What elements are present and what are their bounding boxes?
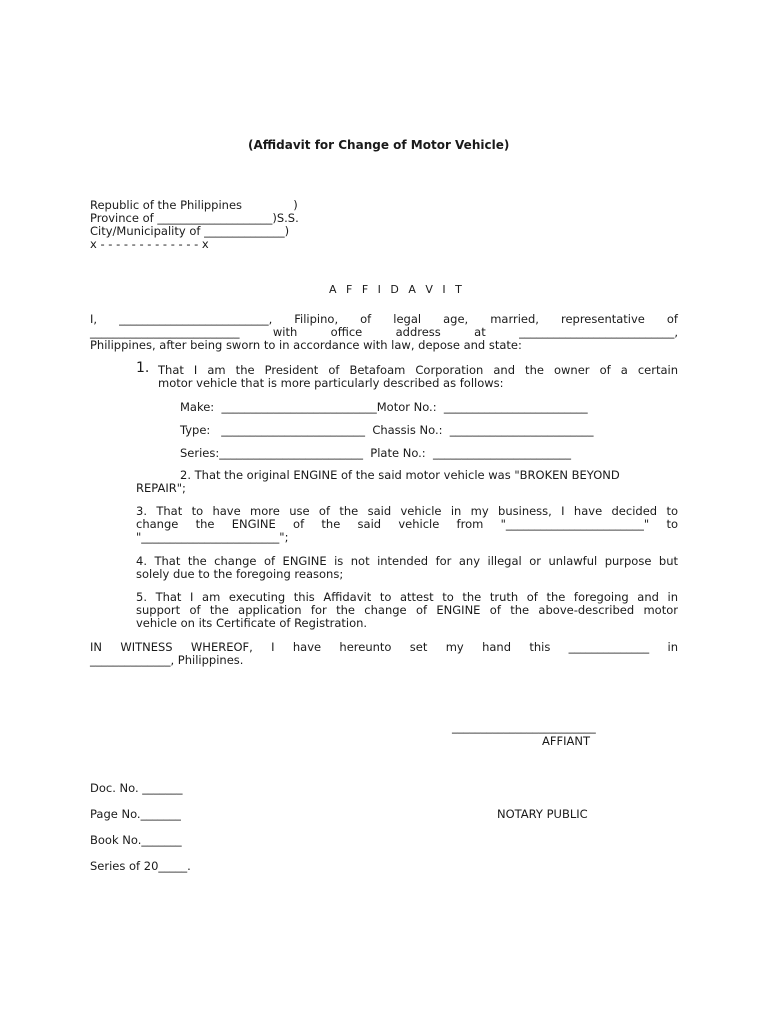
item-3-line-2: change the ENGINE of the said vehicle from "________________________" to: [136, 517, 678, 531]
series-of: Series of 20_____.: [90, 859, 191, 873]
item-2-line-1: 2. That the original ENGINE of the said motor vehicle was "BROKEN BEYOND: [180, 468, 620, 482]
notary-public-label: NOTARY PUBLIC: [497, 807, 588, 821]
doc-no: Doc. No. _______: [90, 781, 183, 795]
intro-line-3: Philippines, after being sworn to in accordance with law, depose and state:: [90, 338, 522, 352]
page-no: Page No._______: [90, 807, 181, 821]
intro-line-1: I, __________________________, Filipino, of legal age, married, representative of: [90, 312, 678, 326]
item-1-number: 1.: [136, 360, 150, 376]
item-4-line-1: 4. That the change of ENGINE is not intended for any illegal or unlawful purpose but: [136, 554, 678, 568]
vehicle-make-motor: Make: ___________________________Motor No.: _________________________: [180, 400, 588, 414]
item-2-line-2: REPAIR";: [136, 481, 186, 495]
affidavit-heading: A F F I D A V I T: [329, 283, 465, 296]
intro-line-2: __________________________ with office address at ___________________________,: [90, 325, 678, 339]
item-5-line-3: vehicle on its Certificate of Registration.: [136, 616, 368, 630]
item-1-line-2: motor vehicle that is more particularly described as follows:: [158, 376, 504, 390]
affiant-label: AFFIANT: [542, 734, 590, 748]
item-3-line-1: 3. That to have more use of the said vehicle in my business, I have decided to: [136, 504, 678, 518]
affiant-signature-line: _________________________: [452, 720, 596, 734]
venue-separator: x - - - - - - - - - - - - - x: [90, 237, 209, 251]
venue-city: City/Municipality of ______________): [90, 224, 290, 238]
witness-line-1: IN WITNESS WHEREOF, I have hereunto set my hand this ______________ in: [90, 640, 678, 654]
witness-line-2: ______________, Philippines.: [90, 653, 244, 667]
venue-province: Province of ____________________)S.S.: [90, 211, 299, 225]
item-4-line-2: solely due to the foregoing reasons;: [136, 567, 344, 581]
item-5-line-1: 5. That I am executing this Affidavit to attest to the truth of the foregoing and in: [136, 590, 678, 604]
document-title: (Affidavit for Change of Motor Vehicle): [248, 138, 510, 152]
vehicle-series-plate: Series:_________________________ Plate No.: ________________________: [180, 446, 571, 460]
vehicle-type-chassis: Type: _________________________ Chassis No.: _________________________: [180, 423, 594, 437]
item-3-line-3: "________________________";: [136, 530, 289, 544]
item-1-line-1: That I am the President of Betafoam Corporation and the owner of a certain: [158, 363, 678, 377]
venue-republic: Republic of the Philippines ): [90, 198, 298, 212]
item-5-line-2: support of the application for the change of ENGINE of the above-described motor: [136, 603, 678, 617]
book-no: Book No._______: [90, 833, 182, 847]
